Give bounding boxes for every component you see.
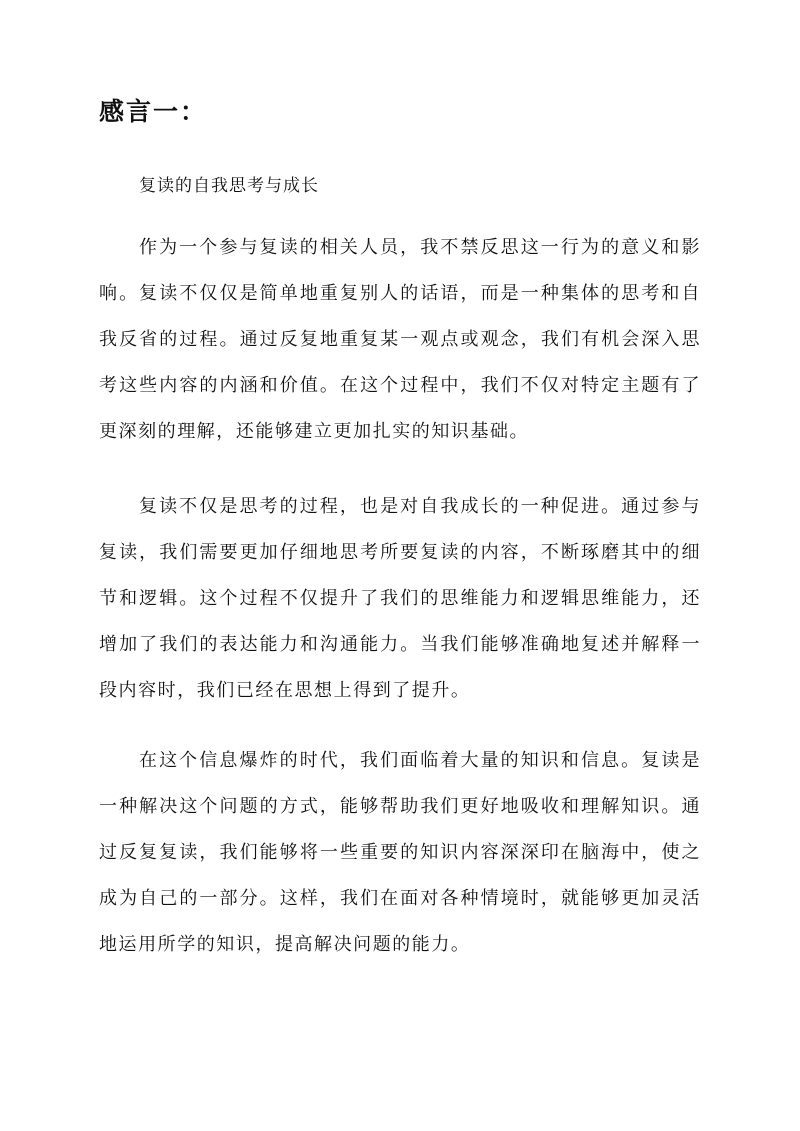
paragraph-3: 在这个信息爆炸的时代，我们面临着大量的知识和信息。复读是一种解决这个问题的方式，能够帮助我们更好地吸收和理解知识。通过反复复读，我们能够将一些重要的知识内容深深印在脑海中，使之成为自己的一部分。这样，我们在面对各种情境时，就能够更加灵活地运用所学的知识，提高解决问题的能力。	[99, 750, 701, 955]
paragraph-1: 作为一个参与复读的相关人员，我不禁反思这一行为的意义和影响。复读不仅仅是简单地重复别人的话语，而是一种集体的思考和自我反省的过程。通过反复地重复某一观点或观念，我们有机会深入思考这些内容的内涵和价值。在这个过程中，我们不仅对特定主题有了更深刻的理解，还能够建立更加扎实的知识基础。	[99, 237, 701, 442]
essay-subtitle: 复读的自我思考与成长	[139, 176, 319, 196]
paragraph-2: 复读不仅是思考的过程，也是对自我成长的一种促进。通过参与复读，我们需要更加仔细地思考所要复读的内容，不断琢磨其中的细节和逻辑。这个过程不仅提升了我们的思维能力和逻辑思维能力，还增加了我们的表达能力和沟通能力。当我们能够准确地复述并解释一段内容时，我们已经在思想上得到了提升。	[99, 496, 701, 701]
page-heading: 感言一：	[99, 97, 208, 126]
